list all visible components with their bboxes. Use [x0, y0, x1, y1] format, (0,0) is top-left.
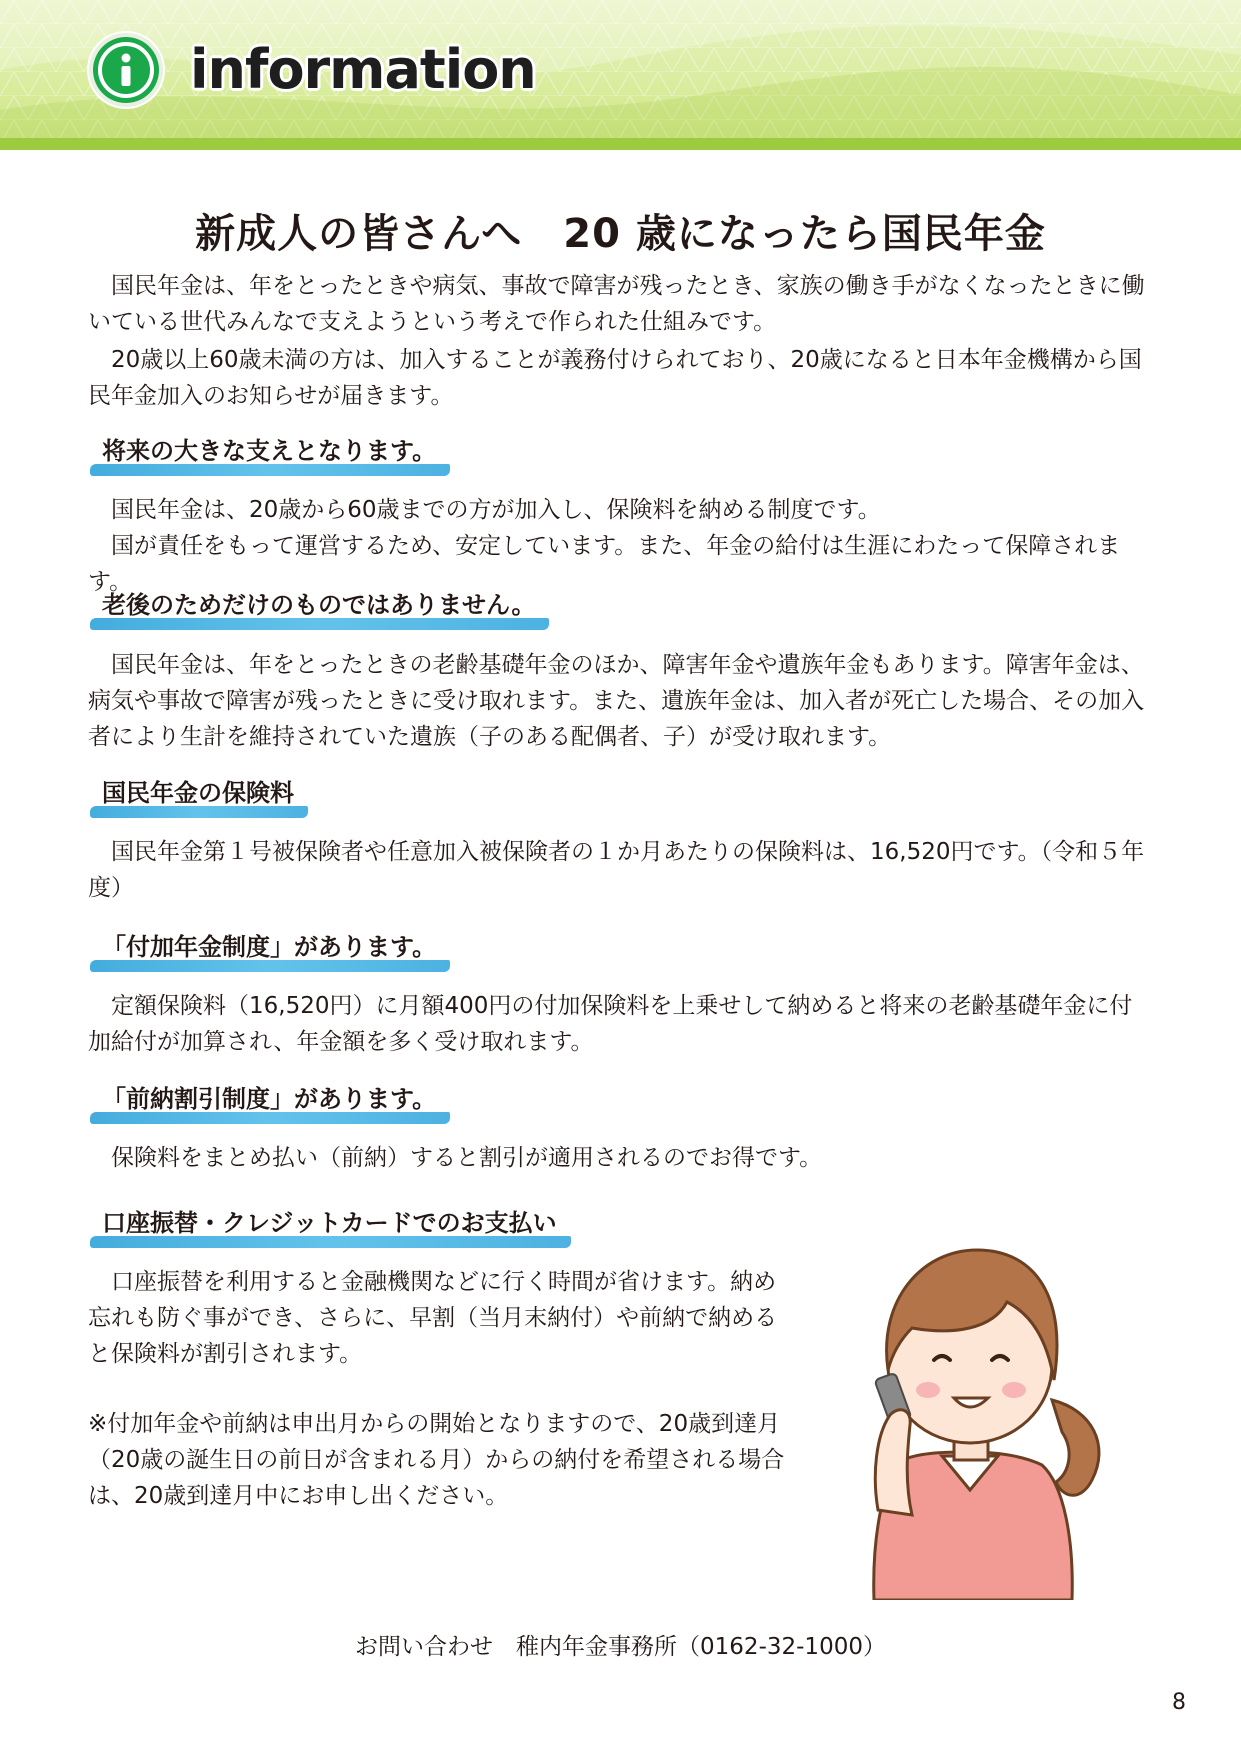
section-heading-1 — [90, 434, 450, 468]
section-heading-text: 国民年金の保険料 — [102, 779, 294, 807]
section-1-paragraph-1: 国民年金は、20歳から60歳までの方が加入し、保険料を納める制度です。 — [88, 497, 881, 523]
note-paragraph: ※付加年金や前納は申出月からの開始となりますので、20歳到達月（20歳の誕生日の前日が含まれる月）からの納付を希望される場合は、20歳到達月中にお申し出ください。 — [88, 1411, 785, 1509]
intro-paragraph-1: 国民年金は、年をとったときや病気、事故で障害が残ったとき、家族の働き手がなくなったときに働いている世代みんなで支えようという考えで作られた仕組みです。 — [88, 273, 1145, 335]
section-heading-5 — [90, 1082, 450, 1116]
page-title: 新成人の皆さんへ 20 歳になったら国民年金 — [195, 211, 1046, 257]
section-heading-3 — [90, 776, 308, 810]
woman-on-phone-illustration — [842, 1210, 1102, 1600]
contact-info: お問い合わせ 稚内年金事務所（0162-32-1000） — [355, 1634, 886, 1660]
brand-title: information — [190, 38, 536, 101]
wave-pattern — [0, 0, 1241, 150]
section-heading-text: 口座振替・クレジットカードでのお支払い — [102, 1209, 557, 1237]
section-3-paragraph: 国民年金第１号被保険者や任意加入被保険者の１か月あたりの保険料は、16,520円です。（令和５年度） — [88, 839, 1145, 901]
intro-paragraph-2: 20歳以上60歳未満の方は、加入することが義務付けられており、20歳になると日本年金機構から国民年金加入のお知らせが届きます。 — [88, 347, 1142, 409]
section-4-paragraph: 定額保険料（16,520円）に月額400円の付加保険料を上乗せして納めると将来の老齢基礎年金に付加給付が加算され、年金額を多く受け取れます。 — [88, 993, 1133, 1055]
section-heading-text: 老後のためだけのものではありません。 — [102, 591, 536, 619]
header-banner — [0, 0, 1241, 150]
section-heading-6 — [90, 1206, 571, 1240]
section-6-paragraph: 口座振替を利用すると金融機関などに行く時間が省けます。納め忘れも防ぐ事ができ、さらに、早割（当月末納付）や前納で納めると保険料が割引されます。 — [88, 1269, 778, 1367]
section-heading-text: 「前納割引制度」があります。 — [102, 1085, 437, 1113]
section-2-paragraph: 国民年金は、年をとったときの老齢基礎年金のほか、障害年金や遺族年金もあります。障害年金は、病気や事故で障害が残ったときに受け取れます。また、遺族年金は、加入者が死亡した場合、その加入者により生計を維持されていた遺族（子のある配偶者、子）が受け取れます。 — [88, 652, 1145, 750]
section-heading-4 — [90, 930, 450, 964]
section-5-paragraph: 保険料をまとめ払い（前納）すると割引が適用されるのでお得です。 — [88, 1145, 823, 1171]
info-icon — [86, 30, 166, 110]
banner-bottom-bar — [0, 138, 1241, 150]
page-number: 8 — [1172, 1690, 1186, 1715]
section-heading-text: 将来の大きな支えとなります。 — [102, 437, 437, 465]
section-heading-text: 「付加年金制度」があります。 — [102, 933, 437, 961]
section-heading-2 — [90, 588, 549, 622]
section-1-paragraph-2: 国が責任をもって運営するため、安定しています。また、年金の給付は生涯にわたって保障されます。 — [88, 533, 1121, 595]
